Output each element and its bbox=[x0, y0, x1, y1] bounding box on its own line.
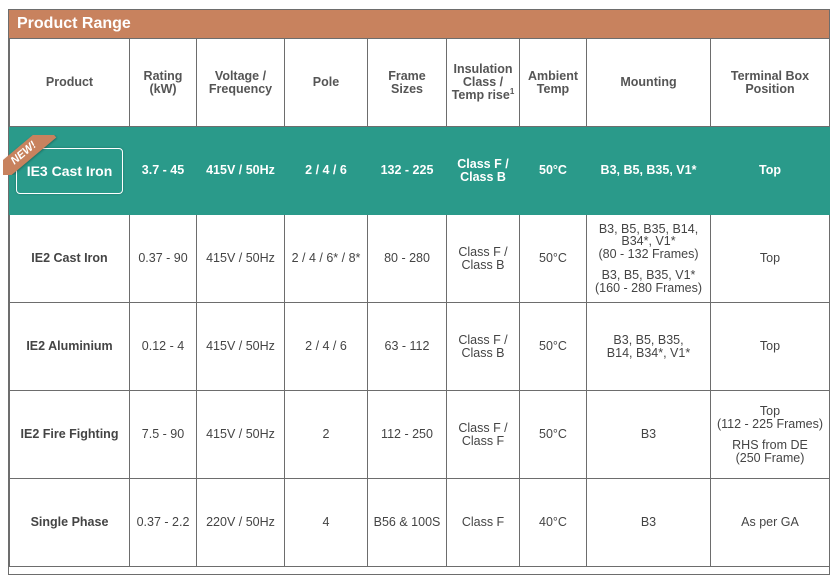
mounting-cell bbox=[587, 303, 711, 391]
table-row bbox=[10, 303, 830, 391]
voltage-cell: 415V / 50Hz bbox=[197, 303, 285, 391]
terminal-cell: Top bbox=[711, 215, 830, 303]
terminal-cell bbox=[711, 391, 830, 479]
rating-cell: 0.12 - 4 bbox=[130, 303, 197, 391]
voltage-cell: 415V / 50Hz bbox=[197, 391, 285, 479]
header-pole: Pole bbox=[285, 39, 368, 127]
pole-cell: 2 / 4 / 6 bbox=[285, 127, 368, 215]
header-ambient: Ambient Temp bbox=[520, 39, 587, 127]
frame-cell: B56 & 100S bbox=[368, 479, 447, 567]
rating-cell: 0.37 - 90 bbox=[130, 215, 197, 303]
product-cell: Single Phase bbox=[10, 479, 130, 567]
table-row bbox=[10, 391, 830, 479]
terminal-cell: As per GA bbox=[711, 479, 830, 567]
frame-cell: 63 - 112 bbox=[368, 303, 447, 391]
product-cell bbox=[10, 127, 130, 215]
insulation-line: Class B bbox=[461, 257, 505, 272]
insulation-cell bbox=[447, 127, 520, 215]
product-range-table bbox=[9, 38, 830, 567]
header-insulation-label: Insulation Class / Temp rise bbox=[451, 62, 513, 102]
terminal-line: Top bbox=[759, 404, 781, 418]
header-terminal: Terminal Box Position bbox=[711, 39, 830, 127]
insulation-line: Class F bbox=[461, 433, 505, 448]
frame-cell: 80 - 280 bbox=[368, 215, 447, 303]
mounting-line: B3, B5, B35, B14, bbox=[598, 221, 699, 236]
mounting-line: B3, B5, B35, bbox=[613, 332, 684, 347]
header-product: Product bbox=[10, 39, 130, 127]
insulation-cell bbox=[447, 391, 520, 479]
mounting-cell bbox=[587, 215, 711, 303]
pole-cell: 2 / 4 / 6 bbox=[285, 303, 368, 391]
frame-cell: 112 - 250 bbox=[368, 391, 447, 479]
insulation-line: Class F / bbox=[458, 420, 508, 435]
pole-cell: 4 bbox=[285, 479, 368, 567]
product-cell: IE2 Cast Iron bbox=[10, 215, 130, 303]
mounting-line: (160 - 280 Frames) bbox=[595, 280, 702, 295]
insulation-line: Class B bbox=[460, 169, 506, 184]
terminal-line: RHS from DE bbox=[732, 438, 808, 452]
voltage-cell: 415V / 50Hz bbox=[197, 127, 285, 215]
frame-cell: 132 - 225 bbox=[368, 127, 447, 215]
insulation-line: Class B bbox=[461, 345, 505, 360]
mounting-line: B14, B34*, V1* bbox=[606, 345, 691, 360]
ambient-cell: 50°C bbox=[520, 127, 587, 215]
mounting-cell: B3, B5, B35, V1* bbox=[587, 127, 711, 215]
voltage-cell: 220V / 50Hz bbox=[197, 479, 285, 567]
terminal-cell: Top bbox=[711, 303, 830, 391]
insulation-line: Class F / bbox=[458, 332, 508, 347]
rating-cell: 0.37 - 2.2 bbox=[130, 479, 197, 567]
mounting-cell: B3 bbox=[587, 479, 711, 567]
header-insulation bbox=[447, 39, 520, 127]
header-voltage: Voltage / Frequency bbox=[197, 39, 285, 127]
terminal-cell: Top bbox=[711, 127, 830, 215]
pole-cell: 2 bbox=[285, 391, 368, 479]
ambient-cell: 50°C bbox=[520, 303, 587, 391]
header-mounting: Mounting bbox=[587, 39, 711, 127]
ambient-cell: 50°C bbox=[520, 391, 587, 479]
header-row bbox=[10, 39, 830, 127]
terminal-line: (250 Frame) bbox=[735, 450, 805, 465]
insulation-cell: Class F bbox=[447, 479, 520, 567]
ambient-cell: 50°C bbox=[520, 215, 587, 303]
mounting-line: B34*, V1* bbox=[621, 234, 676, 249]
mounting-cell: B3 bbox=[587, 391, 711, 479]
header-rating: Rating (kW) bbox=[130, 39, 197, 127]
terminal-line: (112 - 225 Frames) bbox=[716, 416, 824, 431]
panel-title: Product Range bbox=[9, 10, 829, 38]
insulation-cell bbox=[447, 215, 520, 303]
ambient-cell: 40°C bbox=[520, 479, 587, 567]
new-badge: NEW! bbox=[3, 135, 56, 175]
pole-cell: 2 / 4 / 6* / 8* bbox=[285, 215, 368, 303]
table-row bbox=[10, 215, 830, 303]
table-row bbox=[10, 479, 830, 567]
mounting-line: B3, B5, B35, V1* bbox=[601, 268, 696, 283]
insulation-line: Class F / bbox=[457, 156, 509, 171]
rating-cell: 3.7 - 45 bbox=[130, 127, 197, 215]
footnote-marker: 1 bbox=[509, 86, 515, 96]
rating-cell: 7.5 - 90 bbox=[130, 391, 197, 479]
product-cell: IE2 Fire Fighting bbox=[10, 391, 130, 479]
mounting-line: (80 - 132 Frames) bbox=[598, 246, 699, 261]
insulation-line: Class F / bbox=[458, 244, 508, 259]
product-cell: IE2 Aluminium bbox=[10, 303, 130, 391]
voltage-cell: 415V / 50Hz bbox=[197, 215, 285, 303]
header-frame: Frame Sizes bbox=[368, 39, 447, 127]
table-row-featured bbox=[10, 127, 830, 215]
product-range-panel bbox=[8, 9, 830, 575]
insulation-cell bbox=[447, 303, 520, 391]
featured-product-name: IE3 Cast Iron bbox=[16, 148, 124, 194]
